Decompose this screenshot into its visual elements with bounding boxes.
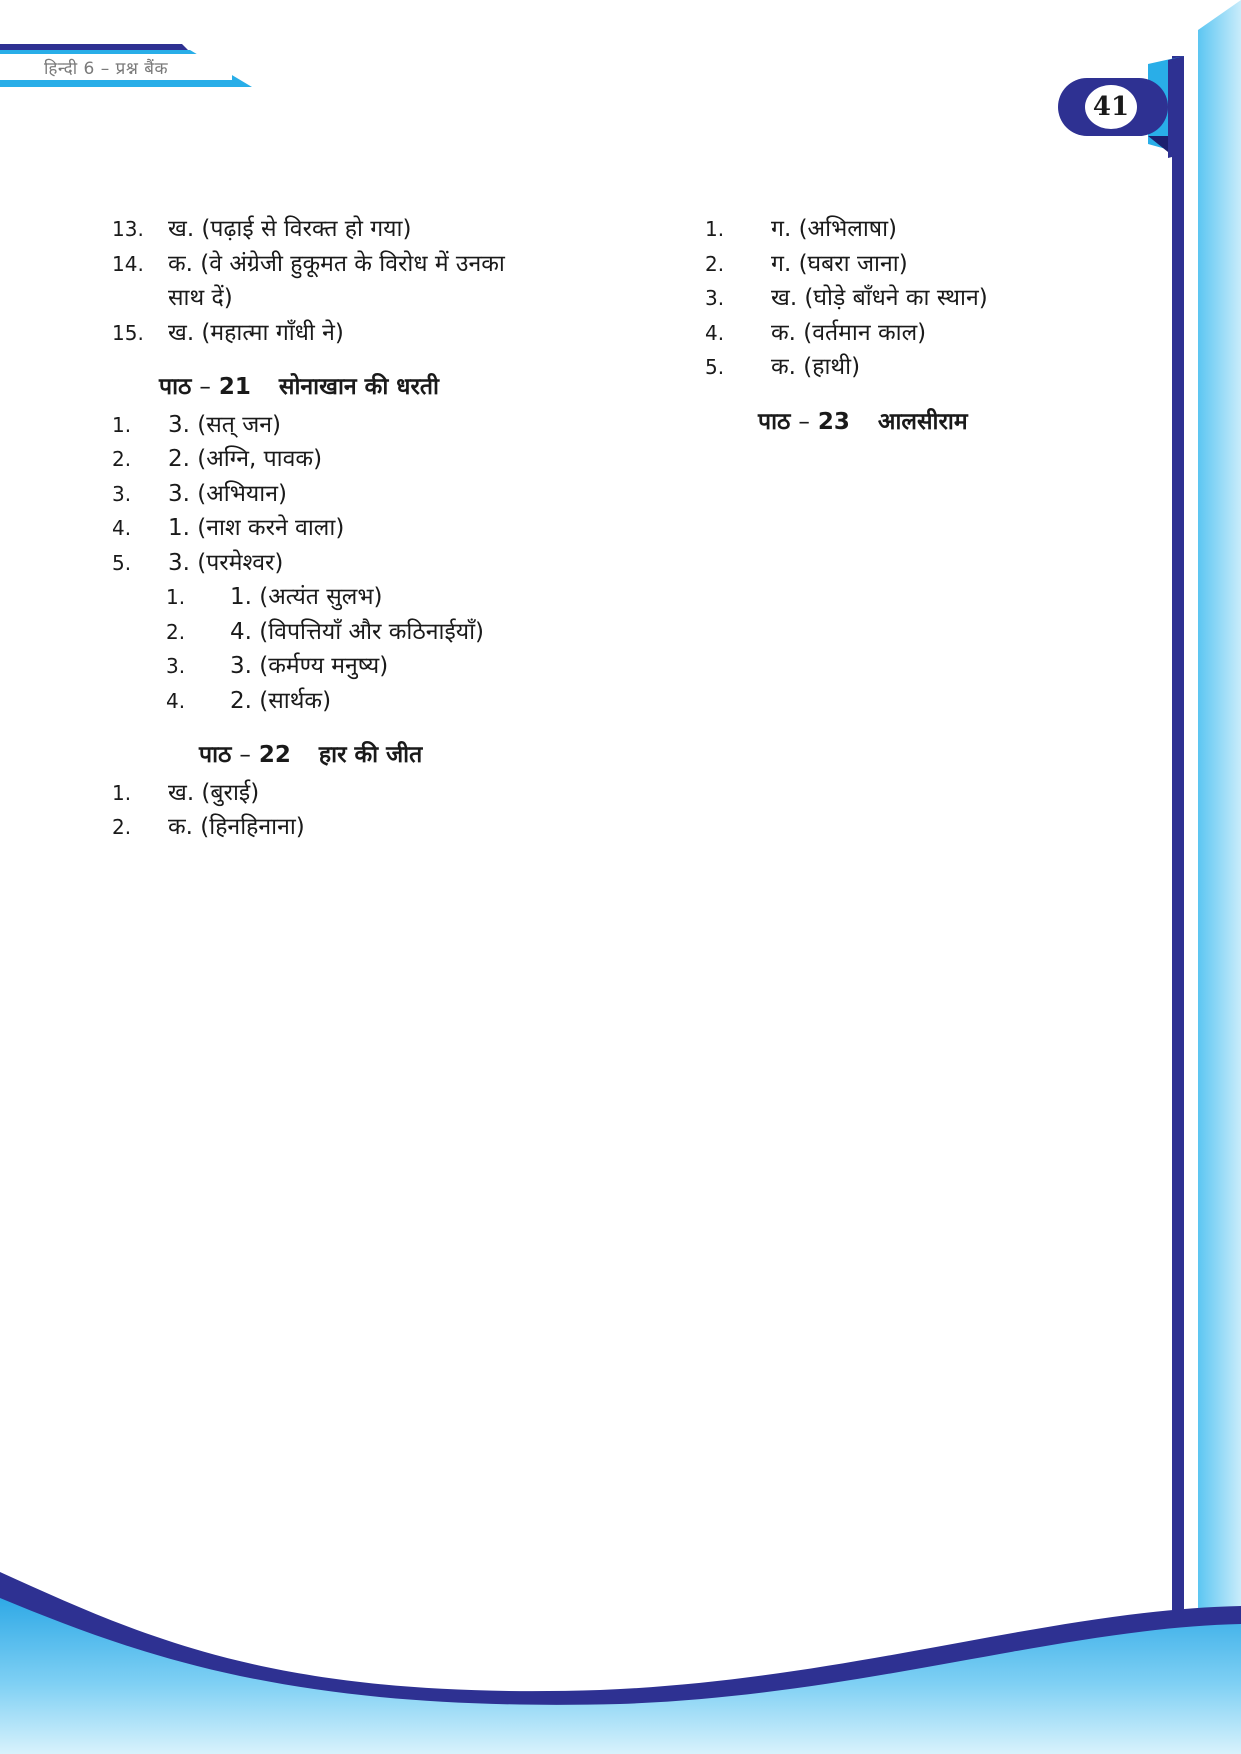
question-number: 4. <box>112 516 132 540</box>
answer-text: ख. (बुराई) <box>168 779 260 806</box>
answer-text: क. (वे अंग्रेजी हुकूमत के विरोध में उनका <box>168 250 505 277</box>
question-number: 1. <box>705 217 725 241</box>
answer-text-continued: साथ दें) <box>168 285 233 311</box>
left-column <box>112 212 612 845</box>
question-number: 5. <box>112 550 132 575</box>
answer-text: 2. (सार्थक) <box>230 687 332 714</box>
answer-text: 3. (परमेश्वर) <box>168 549 284 576</box>
answer-text: क. (वर्तमान काल) <box>771 319 927 346</box>
right-band <box>1198 0 1241 1754</box>
right-column <box>705 212 1125 442</box>
answer-row <box>705 350 1125 385</box>
lesson-number: 21 <box>218 374 251 400</box>
answer-row <box>112 546 612 581</box>
question-number: 1. <box>112 412 132 437</box>
answer-text: ख. (महात्मा गाँधी ने) <box>168 319 344 346</box>
lesson-label: पाठ <box>159 374 192 400</box>
answer-text: क. (हिनहिनाना) <box>168 814 305 840</box>
lesson-22-heading <box>112 738 612 773</box>
answer-row <box>112 316 612 351</box>
answer-row <box>112 442 612 477</box>
lesson-number: 23 <box>817 408 850 435</box>
right-bar <box>1172 56 1184 1616</box>
answer-text: ख. (घोड़े बाँधने का स्थान) <box>771 285 988 311</box>
question-number: 14. <box>112 251 144 276</box>
question-number: 5. <box>705 355 725 379</box>
sub-answer-row <box>112 649 612 684</box>
answer-text: क. (हाथी) <box>771 354 861 380</box>
question-number: 2. <box>166 619 186 644</box>
lesson-dash: – <box>798 408 810 435</box>
answer-row <box>112 511 612 546</box>
answer-row <box>705 316 1125 351</box>
question-number: 1. <box>112 780 132 805</box>
question-number: 15. <box>112 320 144 345</box>
answer-row <box>705 212 1125 247</box>
sub-answer-row <box>112 684 612 719</box>
question-number: 3. <box>705 286 725 310</box>
question-number: 13. <box>112 217 144 241</box>
answer-text: 3. (अभियान) <box>168 480 287 507</box>
question-number: 4. <box>166 688 186 713</box>
answer-row <box>705 247 1125 282</box>
question-number: 3. <box>166 654 186 678</box>
question-number: 2. <box>112 447 132 471</box>
question-number: 2. <box>705 251 725 276</box>
answer-row <box>705 281 1125 316</box>
lesson-21-heading <box>112 370 612 405</box>
answer-text: ग. (अभिलाषा) <box>771 216 898 242</box>
answer-row <box>112 810 612 845</box>
page-number-badge <box>1085 85 1137 129</box>
lesson-number: 22 <box>258 742 291 768</box>
answer-row <box>112 776 612 811</box>
question-number: 2. <box>112 815 132 839</box>
lesson-label: पाठ <box>199 742 232 768</box>
answer-row <box>112 477 612 512</box>
answer-text: ख. (पढ़ाई से विरक्त हो गया) <box>168 216 412 242</box>
page-number: 41 <box>1092 92 1130 122</box>
lesson-title: सोनाखान की धरती <box>278 374 439 400</box>
book-title: हिन्दी 6 – प्रश्न बैंक <box>44 59 168 79</box>
lesson-23-heading <box>705 405 1125 440</box>
lesson-label: पाठ <box>758 408 791 435</box>
answer-text: 3. (कर्मण्य मनुष्य) <box>230 653 389 679</box>
answer-text: 4. (विपत्तियाँ और कठिनाईयाँ) <box>230 618 485 645</box>
question-number: 3. <box>112 481 132 506</box>
sub-answer-row <box>112 615 612 650</box>
answer-text: 1. (अत्यंत सुलभ) <box>230 584 383 610</box>
answer-row <box>112 247 612 282</box>
lesson-title: आलसीराम <box>877 408 968 435</box>
answer-row <box>112 212 612 247</box>
answer-text: 1. (नाश करने वाला) <box>168 515 345 541</box>
question-number: 4. <box>705 320 725 345</box>
sub-answer-row <box>112 580 612 615</box>
answer-row <box>112 408 612 443</box>
answer-text: 2. (अग्नि, पावक) <box>168 446 323 472</box>
lesson-title: हार की जीत <box>318 742 423 768</box>
bottom-wave <box>0 1572 1241 1754</box>
lesson-dash: – <box>199 374 211 400</box>
lesson-dash: – <box>239 742 251 768</box>
question-number: 1. <box>166 585 186 609</box>
answer-text: 3. (सत् जन) <box>168 411 282 438</box>
answer-text: ग. (घबरा जाना) <box>771 250 908 277</box>
